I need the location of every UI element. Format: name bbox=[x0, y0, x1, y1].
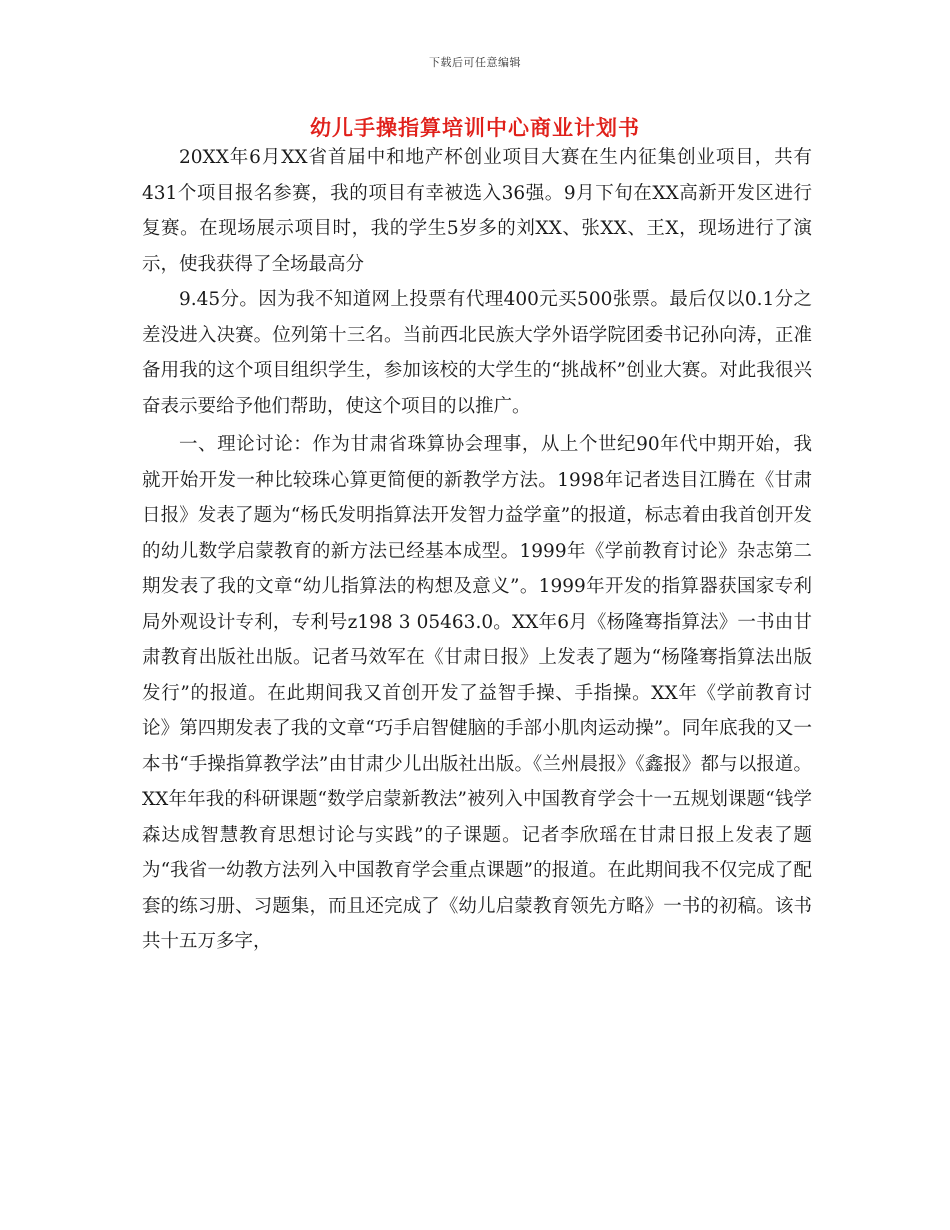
page-header-note: 下载后可任意编辑 bbox=[429, 56, 521, 69]
paragraph: 20XX年6月XX省首届中和地产杯创业项目大赛在生内征集创业项目，共有431个项目报名参赛，我的项目有幸被选入36强。9月下旬在XX高新开发区进行复赛。在现场展示项目时，我的学生5岁多的刘XX、张XX、王X，现场进行了演示，使我获得了全场最高分 bbox=[142, 147, 812, 275]
paragraph: 9.45分。因为我不知道网上投票有代理400元买500张票。最后仅以0.1分之差没进入决赛。位列第十三名。当前西北民族大学外语学院团委书记孙向涛，正准备用我的这个项目组织学生，参加该校的大学生的“挑战杯”创业大赛。对此我很兴奋表示要给予他们帮助，使这个项目的以推广。 bbox=[142, 289, 812, 417]
document-title: 幼儿手操指算培训中心商业计划书 bbox=[310, 115, 640, 140]
paragraph: 一、理论讨论：作为甘肃省珠算协会理事，从上个世纪90年代中期开始，我就开始开发一种比较珠心算更简便的新教学方法。1998年记者迭目江腾在《甘肃日报》发表了题为“杨氏发明指算法开发智力益学童”的报道，标志着由我首创开发的幼儿数学启蒙教育的新方法已经基本成型。1999年《学前教育讨论》杂志第二期发表了我的文章“幼儿指算法的构想及意义”。1999年开发的指算器获国家专利局外观设计专利，专利号z198 3 05463.0。XX年6月《杨隆骞指算法》一书由甘肃教育出版社出版。记者马效军在《甘肃日报》上发表了题为“杨隆骞指算法出版发行”的报道。在此期间我又首创开发了益智手操、手指操。XX年《学前教育讨论》第四期发表了我的文章“巧手启智健脑的手部小肌肉运动操”。同年底我的又一本书“手操指算教学法”由甘肃少儿出版社出版。《兰州晨报》《鑫报》都与以报道。XX年年我的科研课题“数学启蒙新教法”被列入中国教育学会十一五规划课题“钱学森达成智慧教育思想讨论与实践”的子课题。记者李欣瑶在甘肃日报上发表了题为“我省一幼教方法列入中国教育学会重点课题”的报道。在此期间我不仅完成了配套的练习册、习题集，而且还完成了《幼儿启蒙教育领先方略》一书的初稿。该书共十五万多字， bbox=[142, 434, 812, 952]
document-body bbox=[142, 140, 812, 960]
